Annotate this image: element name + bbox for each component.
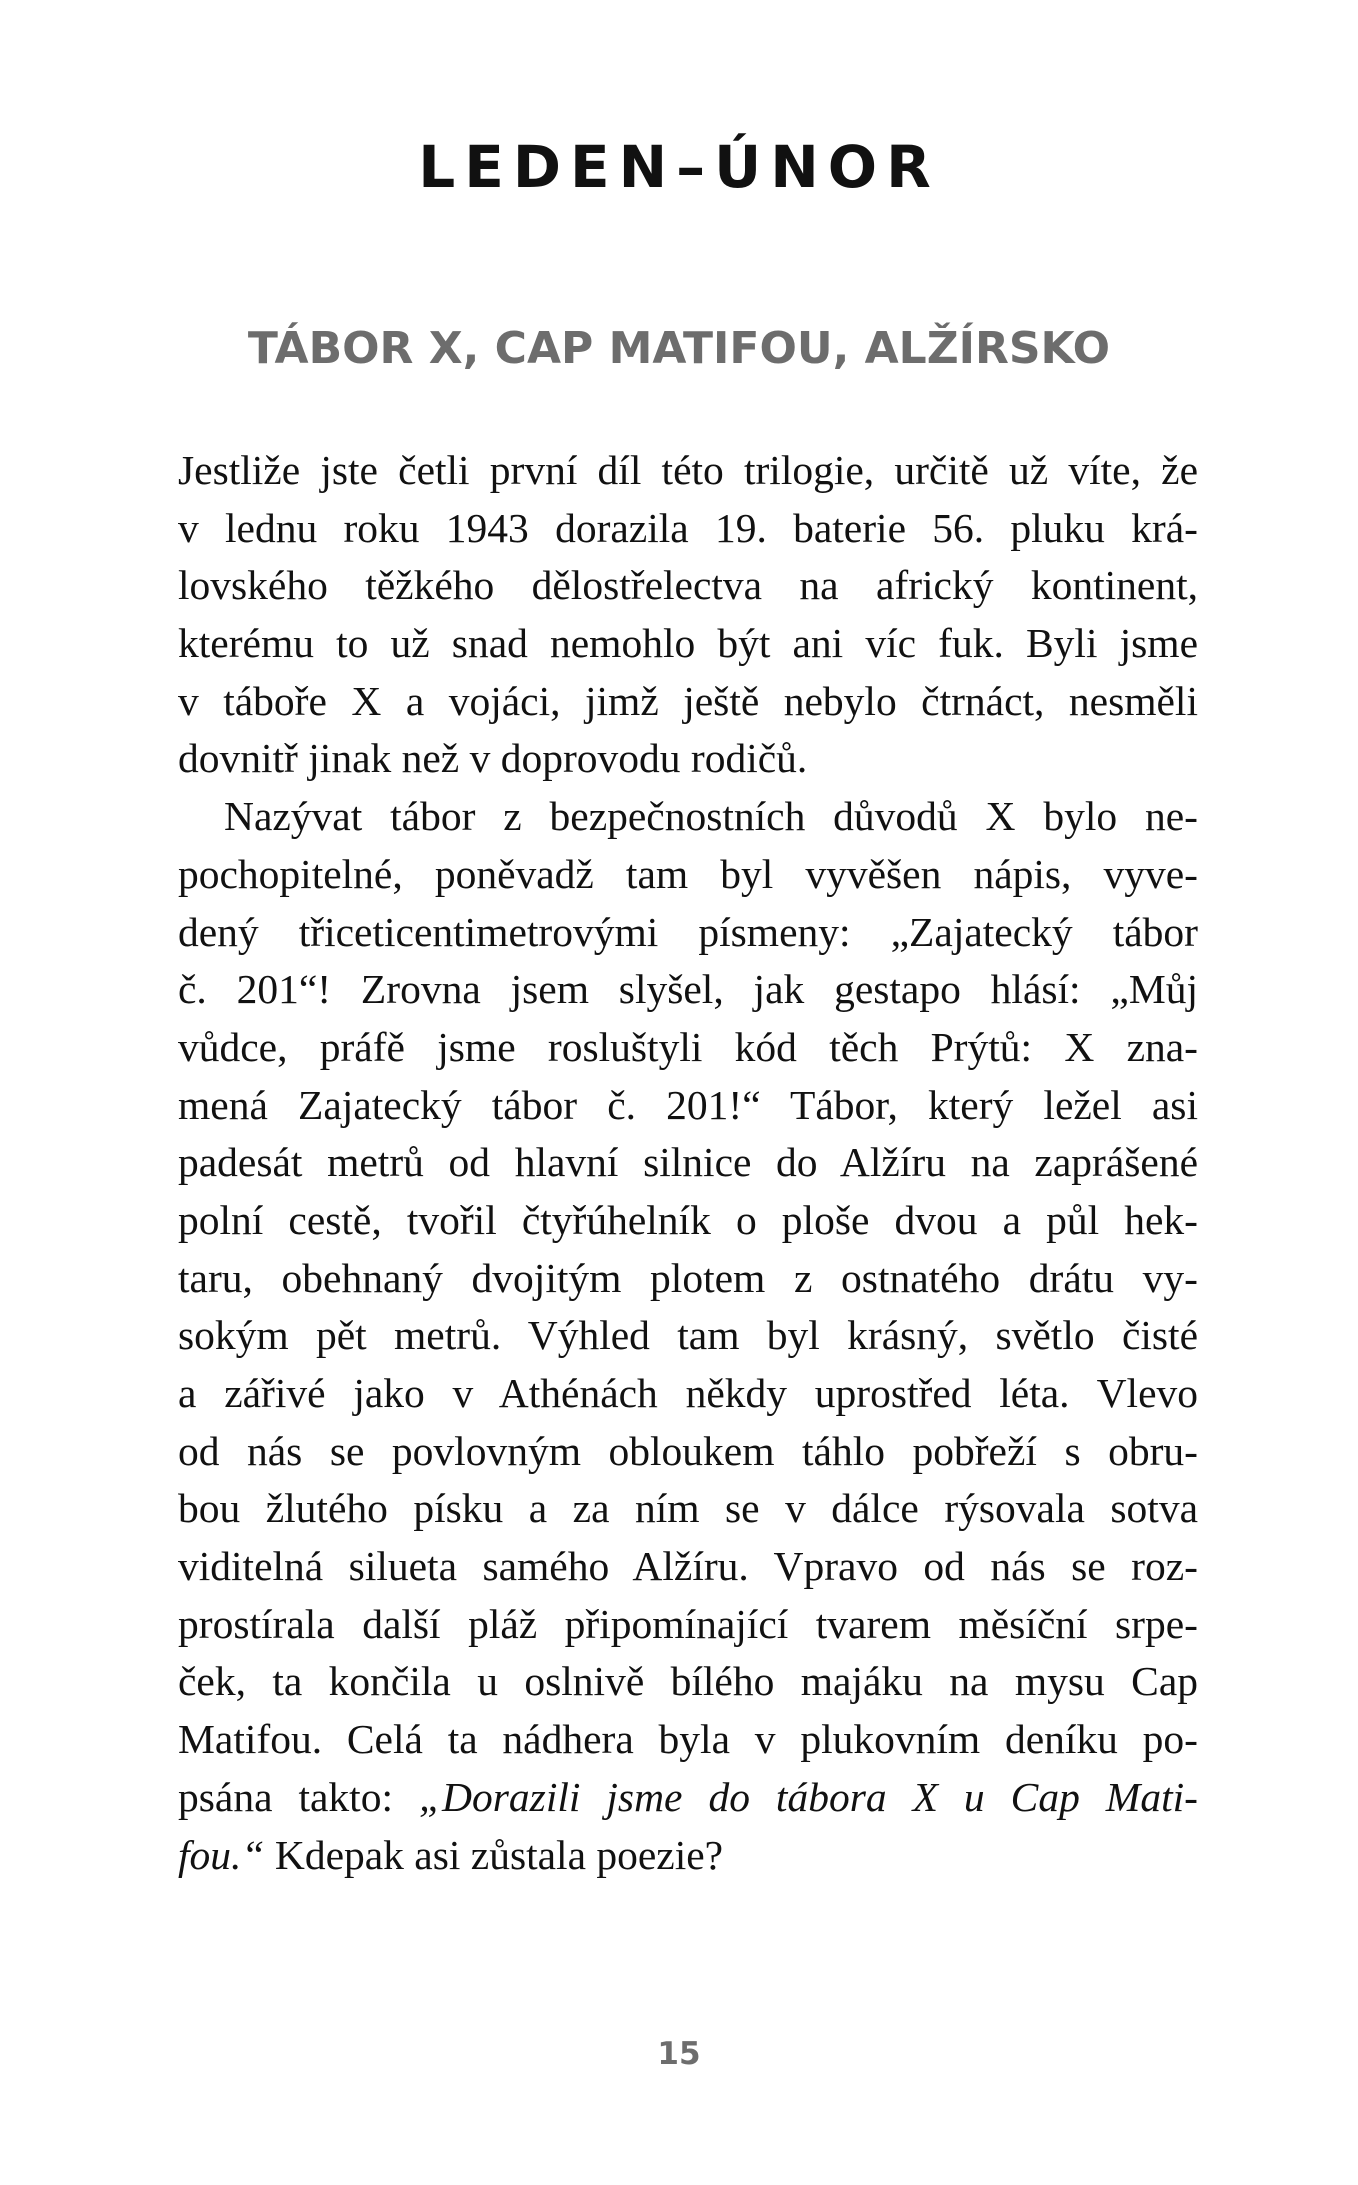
- text-line: sokým pět metrů. Výhled tam byl krásný, světlo čisté: [178, 1312, 1198, 1359]
- text-line: Nazývat tábor z bezpečnostních důvodů X bylo ne-: [224, 793, 1198, 840]
- text-line: a zářivé jako v Athénách někdy uprostřed léta. Vlevo: [178, 1370, 1198, 1416]
- text-line: kterému to už snad nemohlo být ani víc fuk. Byli jsme: [178, 620, 1198, 667]
- section-title: TÁBOR X, CAP MATIFOU, ALŽÍRSKO: [247, 323, 1111, 374]
- roman-text: Kdepak asi zůstala poezie?: [264, 1831, 724, 1878]
- chapter-title: LEDEN–ÚNOR: [418, 133, 940, 201]
- text-line: ček, ta končila u oslnivě bílého majáku na mysu Cap: [178, 1658, 1198, 1705]
- italic-quote: „Dorazili jsme do tábora X u Cap Mati-: [418, 1773, 1199, 1820]
- text-line: od nás se povlovným obloukem táhlo pobřeží s obru-: [178, 1427, 1198, 1474]
- text-line: v táboře X a vojáci, jimž ještě nebylo čtrnáct, nesměli: [178, 677, 1198, 724]
- text-line: dený třiceticentimetrovými písmeny: „Zajatecký tábor: [178, 908, 1198, 955]
- text-line: taru, obehnaný dvojitým plotem z ostnatého drátu vy-: [178, 1254, 1198, 1301]
- text-line: pochopitelné, poněvadž tam byl vyvěšen nápis, vyve-: [178, 850, 1198, 897]
- roman-text: psána takto:: [178, 1773, 419, 1820]
- text-line: vůdce, práfě jsme rosluštyli kód těch Prýtů: X zna-: [178, 1023, 1198, 1070]
- text-line: viditelná silueta samého Alžíru. Vpravo od nás se roz-: [178, 1543, 1198, 1590]
- text-line-mixed: [178, 1769, 1198, 1827]
- text-line: bou žlutého písku a za ním se v dálce rýsovala sotva: [178, 1485, 1198, 1532]
- text-line: prostírala další pláž připomínající tvarem měsíční srpe-: [178, 1600, 1198, 1647]
- text-line: mená Zajatecký tábor č. 201!“ Tábor, který ležel asi: [178, 1081, 1198, 1128]
- text-line: polní cestě, tvořil čtyřúhelník o ploše dvou a půl hek-: [178, 1196, 1198, 1243]
- paragraph-1: [178, 442, 1198, 788]
- text-line: v lednu roku 1943 dorazila 19. baterie 56. pluku krá-: [178, 504, 1198, 551]
- text-line: padesát metrů od hlavní silnice do Alžíru na zaprášené: [178, 1139, 1198, 1186]
- body-text: [178, 442, 1198, 1884]
- text-line: Matifou. Celá ta nádhera byla v plukovním deníku po-: [178, 1716, 1198, 1763]
- text-line: č. 201“! Zrovna jsem slyšel, jak gestapo hlásí: „Můj: [178, 966, 1198, 1013]
- text-line: dovnitř jinak než v doprovodu rodičů.: [178, 735, 808, 782]
- text-line: lovského těžkého dělostřelectva na africký kontinent,: [178, 562, 1198, 609]
- text-line-mixed: [178, 1827, 1198, 1885]
- italic-quote: fou.“: [178, 1831, 265, 1878]
- text-line: Jestliže jste četli první díl této trilogie, určitě už víte, že: [178, 447, 1198, 493]
- page-number: 15: [657, 2036, 701, 2072]
- paragraph-2: [178, 788, 1198, 1884]
